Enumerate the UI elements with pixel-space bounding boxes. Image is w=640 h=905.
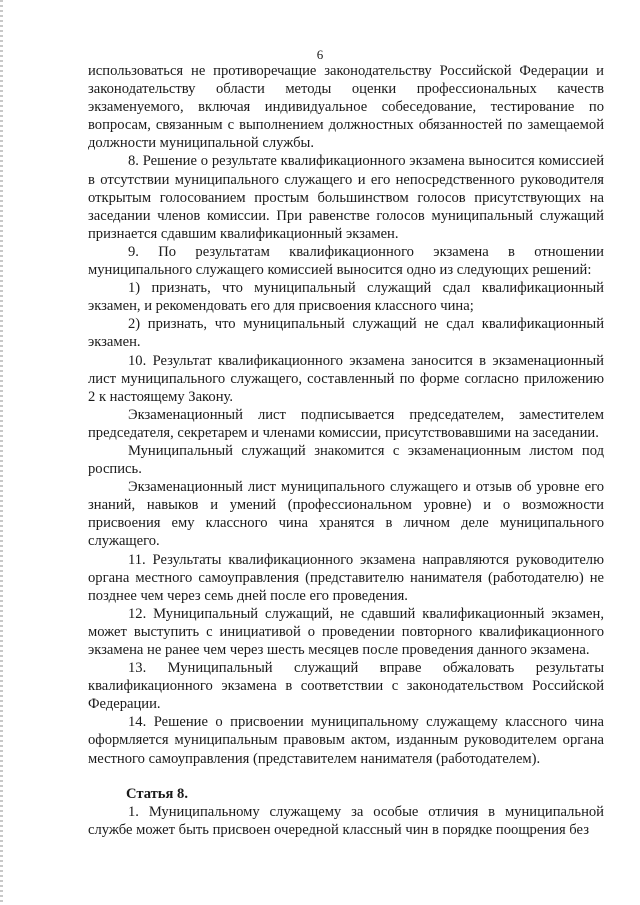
paragraph-item-8: 8. Решение о результате квалификационного экзамена выносится комиссией в отсутствии муниципального служащего и его непосредственного руководителя открытым голосованием простым большинством голосов присутствующих на заседании членов комиссии. При равенстве голосов муниципальный служащий признается сдавшим квалификационный экзамен. [88, 153, 604, 242]
paragraph-item-10: 10. Результат квалификационного экзамена заносится в экзаменационный лист муниципального служащего, составленный по форме согласно приложению 2 к настоящему Закону. [88, 352, 604, 405]
paragraph-item-11: 11. Результаты квалификационного экзамена направляются руководителю органа местного самоуправления (представителю нанимателя (работодателю) не позднее чем через семь дней после его проведения. [88, 551, 604, 604]
page-number: 6 [316, 47, 324, 62]
paragraph-item-9: 9. По результатам квалификационного экзамена в отношении муниципального служащего комиссией выносится одно из следующих решений: [88, 243, 604, 279]
paragraph-item-12: 12. Муниципальный служащий, не сдавший квалификационный экзамен, может выступить с инициативой о проведении повторного квалификационного экзамена не ранее чем через шесть месяцев после проведения данного экзамена. [88, 605, 604, 658]
paragraph-exam-sheet-signing: Экзаменационный лист подписывается председателем, заместителем председателя, секретарем и членами комиссии, присутствовавшими на заседании. [88, 406, 604, 441]
paragraph-subitem-1: 1) признать, что муниципальный служащий сдал квалификационный экзамен, и рекомендовать его для присвоения классного чина; [88, 280, 604, 315]
paragraph-item-14: 14. Решение о присвоении муниципальному служащему классного чина оформляется муниципальным правовым актом, изданным руководителем органа местного самоуправления (представителем нанимателя (работодателем). [88, 714, 604, 767]
paragraph-continuation: использоваться не противоречащие законодательству Российской Федерации и законодательству области методы оценки профессиональных качеств экзаменуемого, включая индивидуальное собеседование, тестирование по вопросам, связанным с выполнением должностных обязанностей по замещаемой должности муниципальной службы. [88, 63, 604, 152]
paragraph-exam-sheet-storage: Экзаменационный лист муниципального служащего и отзыв об уровне его знаний, навыков и умений (профессиональном уровне) и о возможности присвоения ему классного чина хранятся в личном деле муниципального служащего. [88, 479, 604, 550]
paragraph-exam-sheet-acknowledge: Муниципальный служащий знакомится с экзаменационным листом под роспись. [88, 442, 604, 478]
scan-edge-artifact [0, 0, 3, 905]
paragraph-subitem-2: 2) признать, что муниципальный служащий не сдал квалификационный экзамен. [88, 316, 604, 351]
paragraph-item-13: 13. Муниципальный служащий вправе обжаловать результаты квалификационного экзамена в соответствии с законодательством Российской Федерации. [88, 660, 604, 713]
document-body [88, 62, 604, 839]
article-paragraph-1: 1. Муниципальному служащему за особые отличия в муниципальной службе может быть присвоен очередной классный чин в порядке поощрения без [88, 803, 604, 838]
article-heading: Статья 8. [126, 785, 188, 802]
